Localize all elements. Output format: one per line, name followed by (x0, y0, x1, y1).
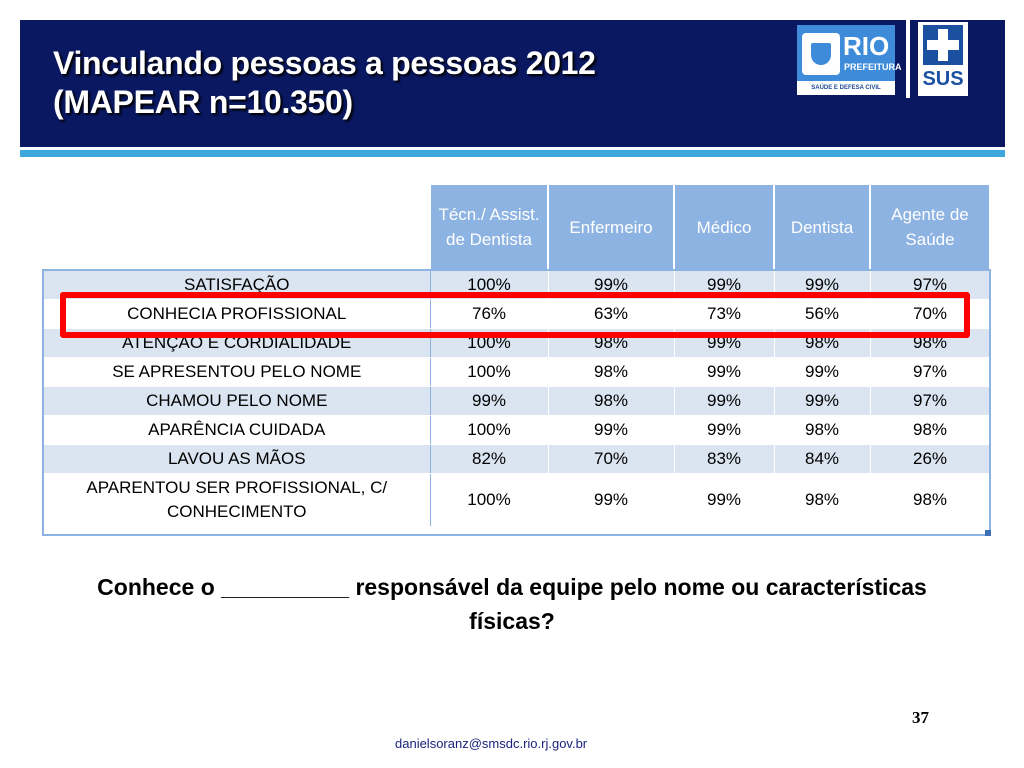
row-label: LAVOU AS MÃOS (43, 445, 430, 474)
highlight-box (60, 292, 970, 338)
table-cell: 99% (674, 270, 774, 300)
page-number: 37 (912, 708, 929, 727)
row-label: SE APRESENTOU PELO NOME (43, 358, 430, 387)
table-row (43, 416, 990, 445)
table-cell: 98% (548, 329, 674, 358)
table-cell: 99% (674, 358, 774, 387)
table-cell: 99% (548, 416, 674, 445)
rio-logo-band: SAÚDE E DEFESA CIVIL (797, 81, 895, 95)
sus-logo-text: SUS (922, 68, 964, 90)
col-header-medico: Médico (674, 184, 774, 270)
table-cell: 100% (430, 270, 548, 300)
table-row (43, 445, 990, 474)
table-cell: 99% (674, 416, 774, 445)
table-row (43, 358, 990, 387)
table-cell: 99% (674, 474, 774, 527)
col-header-dentista: Dentista (774, 184, 870, 270)
title-line-2: (MAPEAR n=10.350) (53, 84, 353, 120)
table-cell: 63% (548, 300, 674, 329)
table-cell: 100% (430, 474, 548, 527)
table-cell: 83% (674, 445, 774, 474)
row-label: CHAMOU PELO NOME (43, 387, 430, 416)
table-cell: 26% (870, 445, 990, 474)
table-cell: 98% (870, 416, 990, 445)
table-cell: 82% (430, 445, 548, 474)
sus-logo (918, 22, 968, 96)
table-cell: 98% (774, 329, 870, 358)
table-cell: 99% (548, 474, 674, 527)
table-cell: 70% (870, 300, 990, 329)
table-cell: 100% (430, 416, 548, 445)
table-cell: 97% (870, 270, 990, 300)
table-cell: 99% (774, 387, 870, 416)
table-row (43, 474, 990, 527)
row-label: APARÊNCIA CUIDADA (43, 416, 430, 445)
row-label: SATISFAÇÃO (43, 270, 430, 300)
table-cell: 97% (870, 387, 990, 416)
col-header-tecn-assist: Técn./ Assist. de Dentista (430, 184, 548, 270)
table-cell: 84% (774, 445, 870, 474)
accent-divider (20, 150, 1005, 157)
table-cell: 98% (548, 358, 674, 387)
rio-logo-text: RIO (843, 31, 890, 61)
row-label: APARENTOU SER PROFISSIONAL, C/ CONHECIMENTO (43, 474, 430, 527)
sus-cross-icon (923, 25, 963, 65)
table-cell: 98% (774, 474, 870, 527)
table-cell: 98% (870, 329, 990, 358)
table-cell: 99% (674, 387, 774, 416)
table-cell: 100% (430, 329, 548, 358)
table-cell: 99% (774, 270, 870, 300)
table-cell: 97% (870, 358, 990, 387)
col-header-agente-saude: Agente de Saúde (870, 184, 990, 270)
table-cell: 99% (430, 387, 548, 416)
table-cell: 70% (548, 445, 674, 474)
table-row (43, 387, 990, 416)
results-table (42, 183, 991, 527)
table-cell: 99% (774, 358, 870, 387)
table-cell: 99% (548, 270, 674, 300)
rio-prefeitura-logo (797, 25, 902, 95)
header-row (43, 184, 990, 270)
table-cell: 76% (430, 300, 548, 329)
rio-logo-subtext: PREFEITURA (844, 62, 902, 72)
logo-divider (906, 18, 910, 98)
table-cell: 98% (774, 416, 870, 445)
header-corner (43, 184, 430, 270)
table-cell: 98% (870, 474, 990, 527)
question-text: Conhece o __________ responsável da equipe pelo nome ou características físicas? (97, 574, 927, 634)
city-emblem-icon (802, 33, 840, 75)
table-cell: 73% (674, 300, 774, 329)
row-label: CONHECIA PROFISSIONAL (43, 300, 430, 329)
footer-email: danielsoranz@smsdc.rio.rj.gov.br (395, 736, 588, 751)
col-header-enfermeiro: Enfermeiro (548, 184, 674, 270)
table-cell: 56% (774, 300, 870, 329)
resize-handle-icon (985, 530, 991, 536)
table-cell: 100% (430, 358, 548, 387)
title-line-1: Vinculando pessoas a pessoas 2012 (53, 45, 596, 81)
table-cell: 99% (674, 329, 774, 358)
row-label: ATENÇÃO E CORDIALIDADE (43, 329, 430, 358)
table-cell: 98% (548, 387, 674, 416)
slide-title (53, 44, 596, 122)
